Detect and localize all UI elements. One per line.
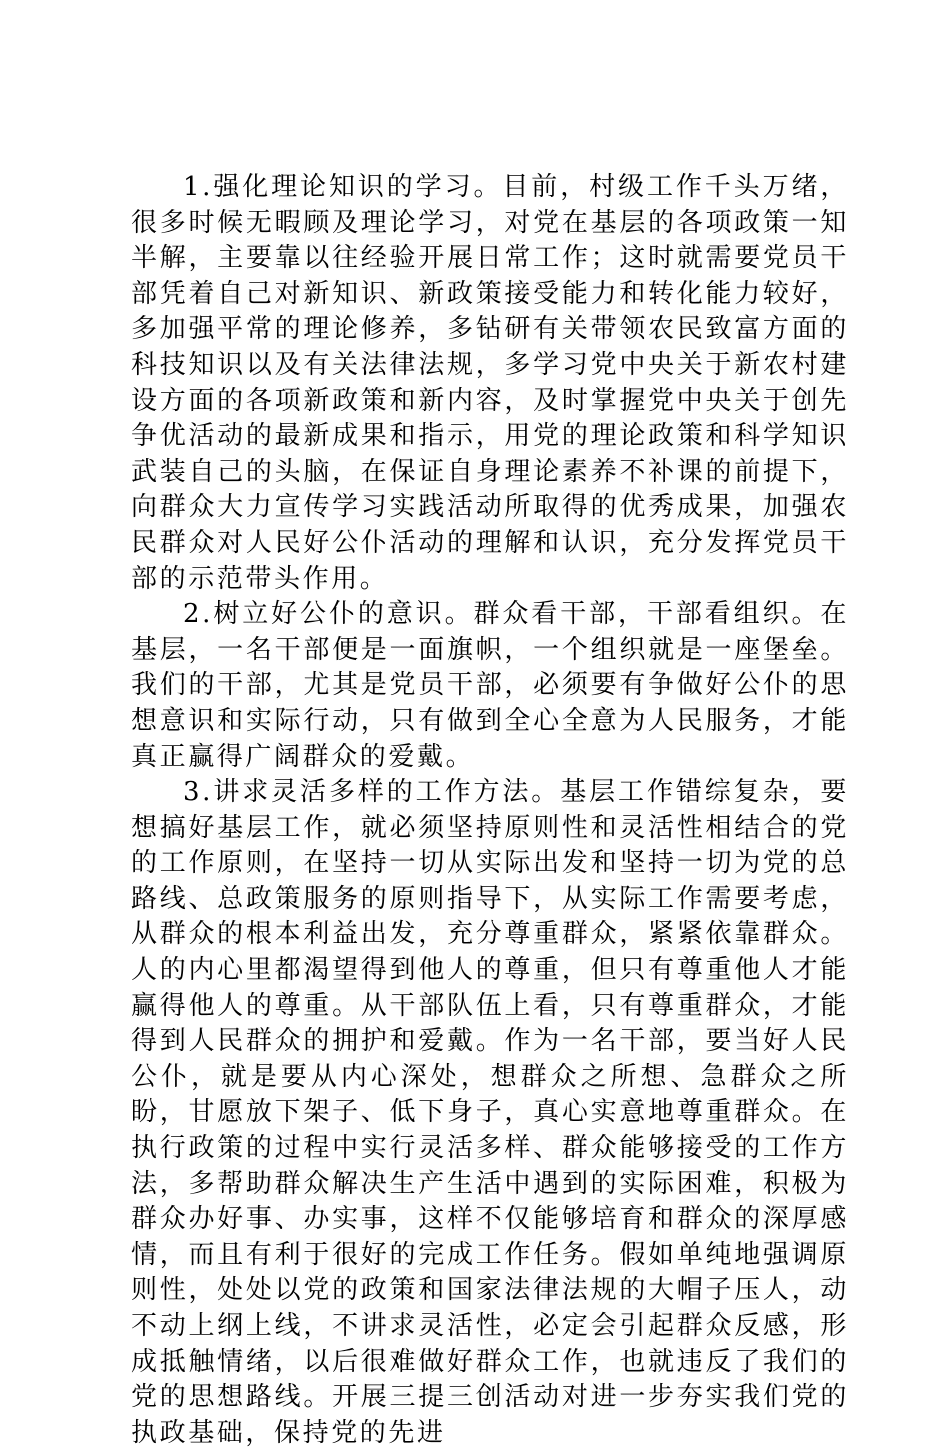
paragraph-1: 1.强化理论知识的学习。目前，村级工作千头万绪，很多时候无暇顾及理论学习，对党在基层的各项政策一知半解，主要靠以往经验开展日常工作；这时就需要党员干部凭着自己对新知识、新政策接受能力和转化能力较好，多加强平常的理论修养，多钻研有关带领农民致富方面的科技知识以及有关法律法规，多学习党中央关于新农村建设方面的各项新政策和新内容，及时掌握党中央关于创先争优活动的最新成果和指示，用党的理论政策和科学知识武装自己的头脑，在保证自身理论素养不补课的前提下，向群众大力宣传学习实践活动所取得的优秀成果，加强农民群众对人民好公仆活动的理解和认识，充分发挥党员干部的示范带头作用。 — [131, 172, 849, 594]
document-body — [131, 170, 849, 1451]
paragraph-2: 2.树立好公仆的意识。群众看干部，干部看组织。在基层，一名干部便是一面旗帜，一个组织就是一座堡垒。我们的干部，尤其是党员干部，必须要有争做好公仆的思想意识和实际行动，只有做到全心全意为人民服务，才能真正赢得广阔群众的爱戴。 — [131, 599, 849, 772]
paragraph-3: 3.讲求灵活多样的工作方法。基层工作错综复杂，要想搞好基层工作，就必须坚持原则性和灵活性相结合的党的工作原则，在坚持一切从实际出发和坚持一切为党的总路线、总政策服务的原则指导下，从实际工作需要考虑，从群众的根本利益出发，充分尊重群众，紧紧依靠群众。人的内心里都渴望得到他人的尊重，但只有尊重他人才能赢得他人的尊重。从干部队伍上看，只有尊重群众，才能得到人民群众的拥护和爱戴。作为一名干部，要当好人民公仆，就是要从内心深处，想群众之所想、急群众之所盼，甘愿放下架子、低下身子，真心实意地尊重群众。在执行政策的过程中实行灵活多样、群众能够接受的工作方法，多帮助群众解决生产生活中遇到的实际困难，积极为群众办好事、办实事，这样不仅能够培育和群众的深厚感情，而且有利于很好的完成工作任务。假如单纯地强调原则性，处处以党的政策和国家法律法规的大帽子压人，动不动上纲上线，不讲求灵活性，必定会引起群众反感，形成抵触情绪，以后很难做好群众工作，也就违反了我们的党的思想路线。开展三提三创活动对进一步夯实我们党的执政基础，保持党的先进 — [131, 777, 849, 1448]
